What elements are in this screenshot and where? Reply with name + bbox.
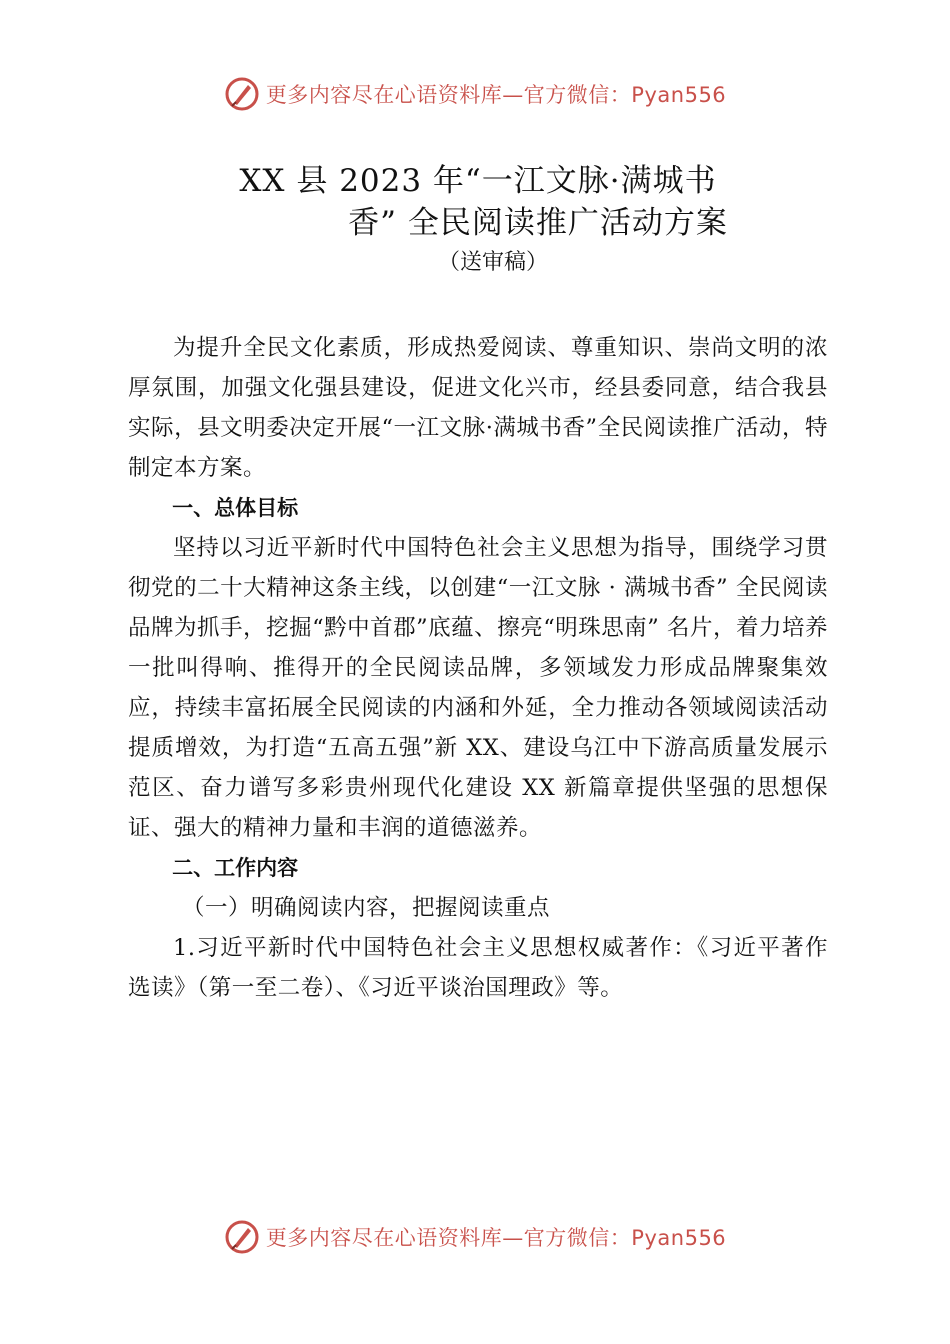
header-watermark-banner: [0, 72, 950, 116]
document-title: [128, 160, 828, 244]
list-item-1: 1.习近平新时代中国特色社会主义思想权威著作：《习近平著作选读》（第一至二卷）、《习近平谈治国理政》等。: [128, 935, 828, 1001]
document-page: [128, 160, 828, 1008]
title-line-1: XX 县 2023 年“一江文脉·满城书: [239, 163, 717, 199]
section-heading-2: 二、工作内容: [172, 856, 299, 880]
section-1-paragraph: 坚持以习近平新时代中国特色社会主义思想为指导，围绕学习贯彻党的二十大精神这条主线，以创建“一江文脉 · 满城书香” 全民阅读品牌为抓手，挖掘“黔中首郡”底蕴、擦亮“明珠思南” 名片，着力培养一批叫得响、推得开的全民阅读品牌，多领域发力形成品牌聚集效应，持续丰富拓展全民阅读的内涵和外延，全力推动各领域阅读活动提质增效，为打造“五高五强”新 XX、建设乌江中下游高质量发展示范区、奋力谱写多彩贵州现代化建设 XX 新篇章提供坚强的思想保证、强大的精神力量和丰润的道德滋养。: [128, 535, 828, 841]
title-line-2: 香” 全民阅读推广活动方案: [348, 205, 728, 241]
watermark-text: 更多内容尽在心语资料库—官方微信：Pyan556: [265, 83, 727, 107]
document-subtitle: （送审稿）: [437, 250, 548, 275]
subsection-heading-1: （一）明确阅读内容，把握阅读重点: [182, 895, 551, 921]
footer-watermark-banner: [0, 1215, 950, 1259]
watermark-text: 更多内容尽在心语资料库—官方微信：Pyan556: [265, 1226, 727, 1250]
quill-pen-logo-icon: [224, 76, 260, 112]
intro-paragraph: 为提升全民文化素质，形成热爱阅读、尊重知识、崇尚文明的浓厚氛围，加强文化强县建设，促进文化兴市，经县委同意，结合我县实际，县文明委决定开展“一江文脉·满城书香”全民阅读推广活动，特制定本方案。: [128, 335, 828, 481]
section-heading-1: 一、总体目标: [172, 496, 299, 520]
quill-pen-logo-icon: [224, 1219, 260, 1255]
